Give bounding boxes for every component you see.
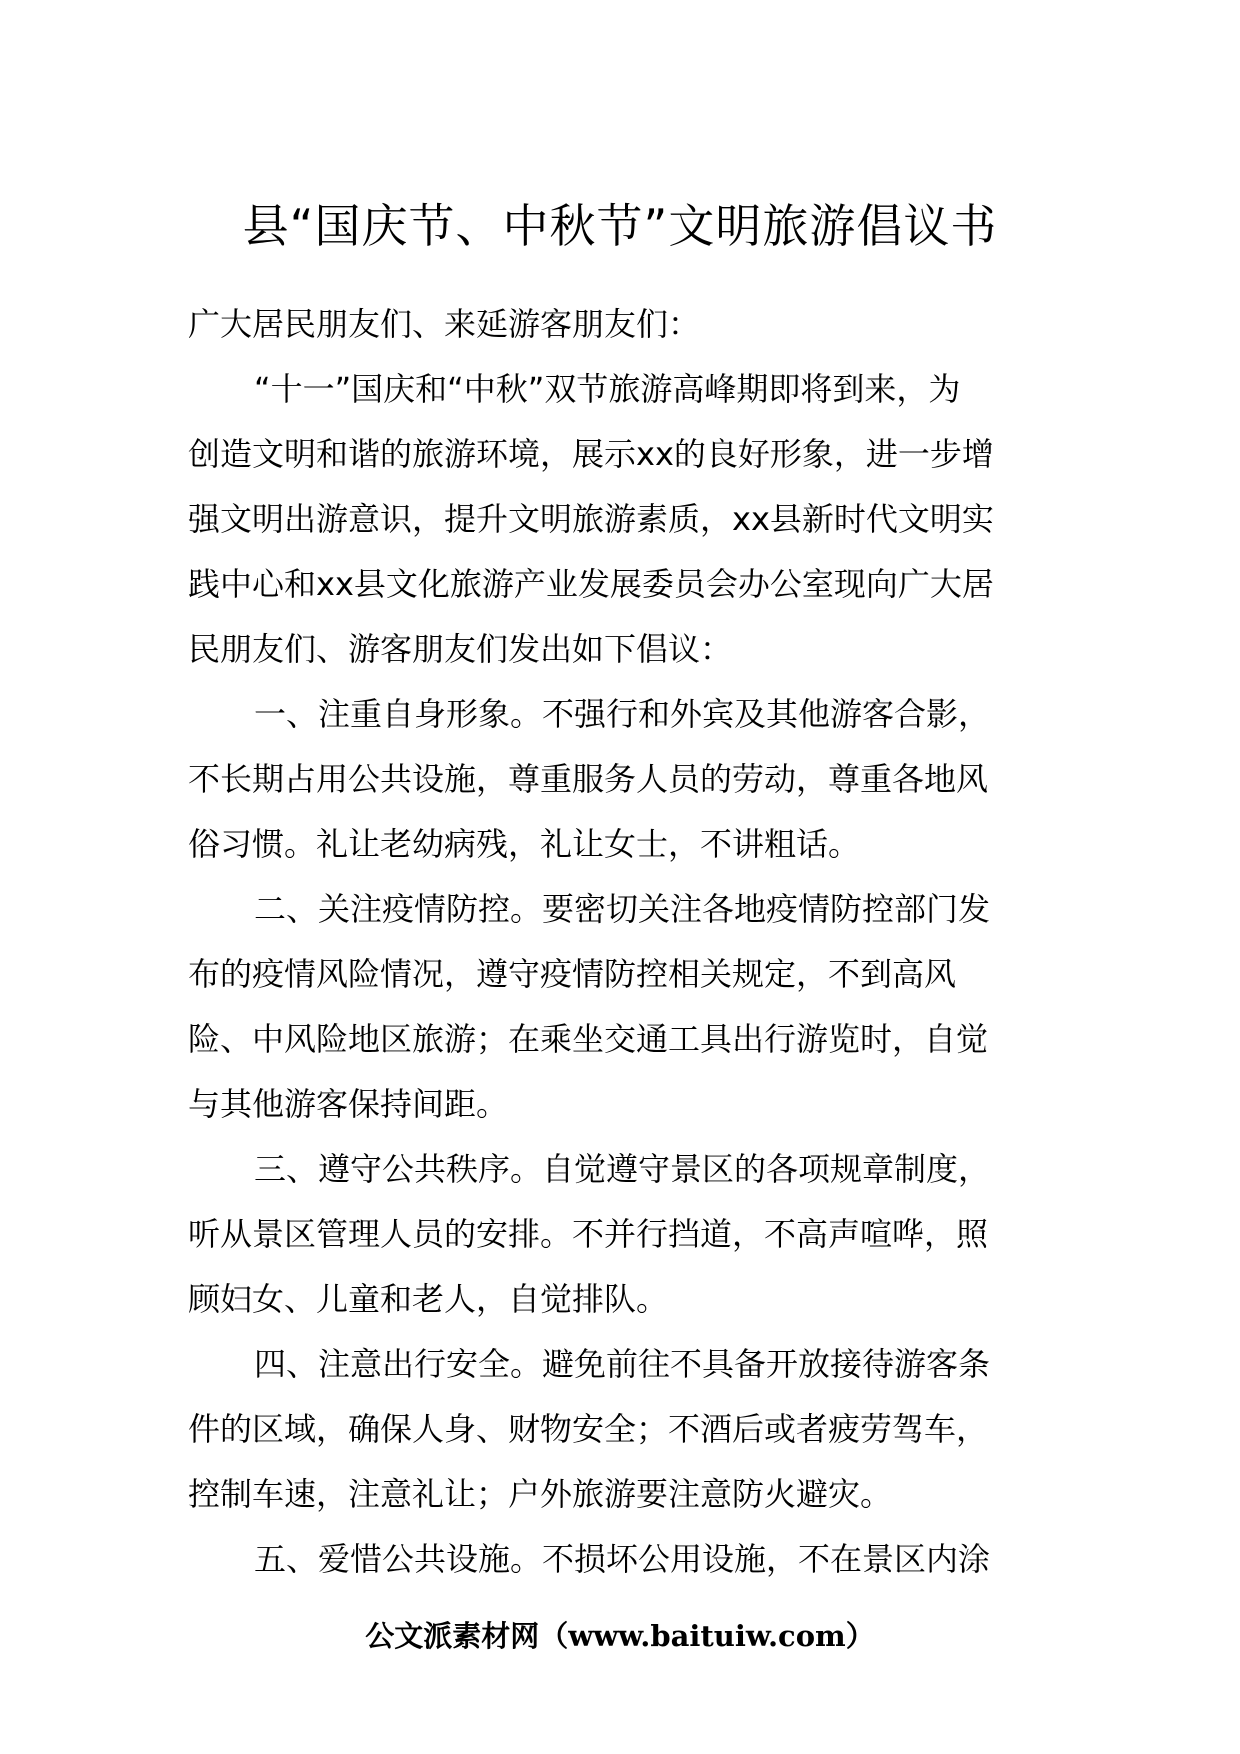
paragraph-line: 件的区域，确保人身、财物安全；不酒后或者疲劳驾车， xyxy=(188,1410,989,1448)
paragraph-line: 三、遵守公共秩序。自觉遵守景区的各项规章制度， xyxy=(254,1150,991,1188)
footer-watermark: 公文派素材网（www.baituiw.com） xyxy=(365,1619,875,1653)
document-body xyxy=(188,292,1058,1592)
paragraph-line: 一、注重自身形象。不强行和外宾及其他游客合影， xyxy=(254,695,991,733)
paragraph-line: 顾妇女、儿童和老人，自觉排队。 xyxy=(188,1280,669,1318)
paragraph-line: 与其他游客保持间距。 xyxy=(188,1085,509,1123)
paragraph-line: 险、中风险地区旅游；在乘坐交通工具出行游览时，自觉 xyxy=(188,1020,989,1058)
paragraph-line: 强文明出游意识，提升文明旅游素质，xx县新时代文明实 xyxy=(188,500,994,538)
document-title: 县“国庆节、中秋节”文明旅游倡议书 xyxy=(242,199,998,253)
paragraph-line: “十一”国庆和“中秋”双节旅游高峰期即将到来，为 xyxy=(254,370,961,408)
paragraph-line: 践中心和xx县文化旅游产业发展委员会办公室现向广大居 xyxy=(188,565,994,603)
salutation-line: 广大居民朋友们、来延游客朋友们： xyxy=(188,305,701,343)
paragraph-line: 不长期占用公共设施，尊重服务人员的劳动，尊重各地风 xyxy=(188,760,989,798)
paragraph-line: 二、关注疫情防控。要密切关注各地疫情防控部门发 xyxy=(254,890,991,928)
paragraph-line: 布的疫情风险情况，遵守疫情防控相关规定，不到高风 xyxy=(188,955,957,993)
paragraph-line: 创造文明和谐的旅游环境，展示xx的良好形象，进一步增 xyxy=(188,435,994,473)
paragraph-line: 五、爱惜公共设施。不损坏公用设施，不在景区内涂 xyxy=(254,1540,991,1578)
paragraph-line: 俗习惯。礼让老幼病残，礼让女士，不讲粗话。 xyxy=(188,825,861,863)
paragraph-line: 控制车速，注意礼让；户外旅游要注意防火避灾。 xyxy=(188,1475,893,1513)
paragraph-line: 听从景区管理人员的安排。不并行挡道，不高声喧哗，照 xyxy=(188,1215,989,1253)
paragraph-line: 四、注意出行安全。避免前往不具备开放接待游客条 xyxy=(254,1345,991,1383)
paragraph-line: 民朋友们、游客朋友们发出如下倡议： xyxy=(188,630,733,668)
